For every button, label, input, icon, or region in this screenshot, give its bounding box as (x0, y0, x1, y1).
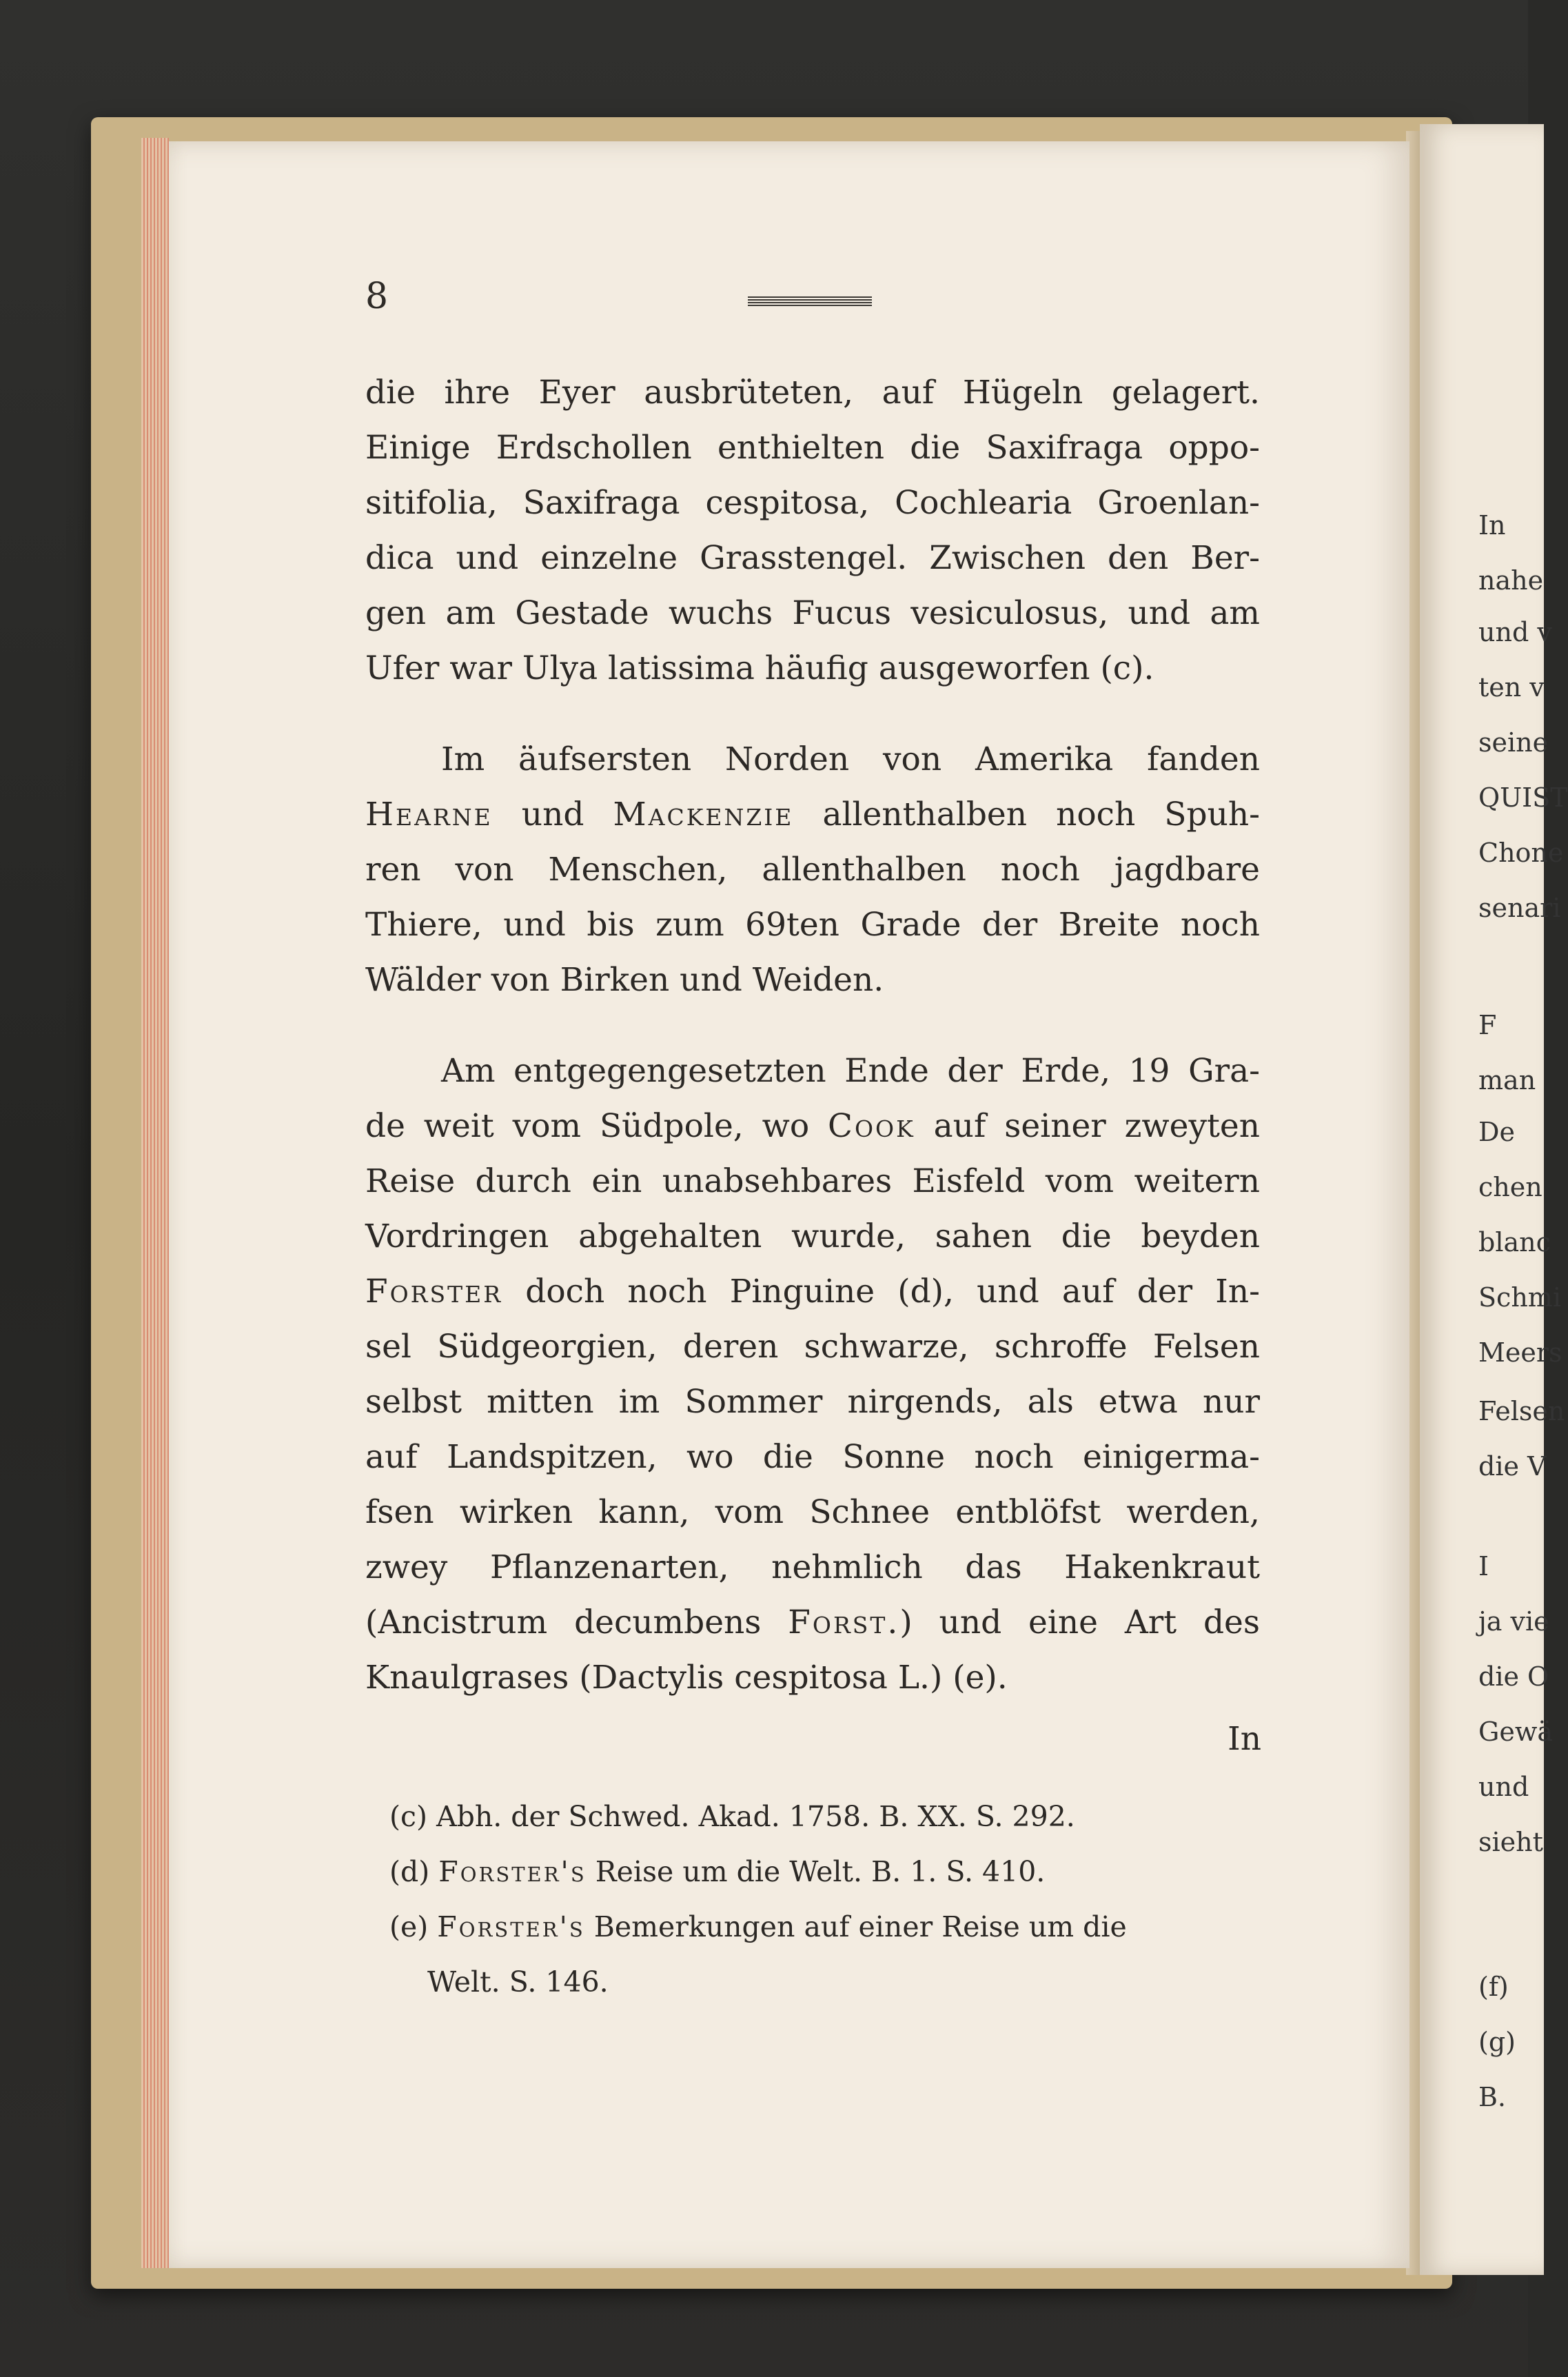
text-run: zwey Pflanzenarten, nehmlich das Hakenkraut (365, 1548, 1260, 1586)
paragraph (365, 1044, 1260, 1706)
right-page-fragment: blanc (1478, 1227, 1551, 1257)
text-line (365, 898, 1260, 953)
text-line (365, 1099, 1260, 1154)
text-line (365, 1540, 1260, 1595)
right-page-fragment: ten v (1478, 672, 1545, 702)
right-page-fragment: und v (1478, 617, 1552, 647)
text-run: Reise um die Welt. B. 1. S. 410. (586, 1855, 1046, 1888)
body-text (365, 365, 1260, 1741)
text-line: Einige Erdschollen enthielten die Saxifraga oppo- (365, 429, 1260, 467)
name-smallcaps: Forster (365, 1273, 503, 1311)
text-run: Welt. S. 146. (427, 1965, 609, 1999)
text-run: Vordringen abgehalten wurde, sahen die beyden (365, 1217, 1260, 1255)
page-header (365, 276, 1261, 324)
text-line: dica und einzelne Grasstengel. Zwischen den Ber- (365, 539, 1260, 577)
text-line (365, 842, 1260, 898)
text-run: Bemerkungen auf einer Reise um die (584, 1910, 1127, 1943)
text-line (365, 1595, 1260, 1650)
text-run: (d) (389, 1855, 439, 1888)
page-edges (141, 138, 169, 2268)
right-page-fragment: Chone (1478, 838, 1564, 868)
text-line (365, 953, 1260, 1008)
footnote-line (389, 1899, 1261, 1954)
footnote-line (389, 1954, 1261, 2010)
right-page-fragment: sieht (1478, 1827, 1543, 1857)
right-page-fragment: und (1478, 1772, 1529, 1802)
right-page-fragment: De (1478, 1117, 1515, 1147)
text-line (365, 1485, 1260, 1540)
right-page-fragment: ja vie (1478, 1606, 1549, 1637)
text-line (365, 1430, 1260, 1485)
text-line (365, 1154, 1260, 1209)
text-run: Im äufsersten Norden von Amerika fanden (441, 740, 1260, 778)
page-number: 8 (365, 276, 389, 317)
right-page-fragment: Schmi (1478, 1282, 1561, 1313)
right-page-fragment: F (1478, 1010, 1497, 1040)
text-run: Thiere, und bis zum 69ten Grade der Breite noch (365, 906, 1260, 944)
name-smallcaps: Forster's (438, 1855, 587, 1888)
right-page-fragment: senari (1478, 893, 1561, 923)
name-smallcaps: Forst. (788, 1604, 900, 1641)
text-run: Knaulgrases (Dactylis cespitosa L.) (e). (365, 1659, 1008, 1697)
text-run: selbst mitten im Sommer nirgends, als etwa nur (365, 1383, 1260, 1421)
text-run: und (492, 796, 613, 833)
right-page-fragment: Felsen (1478, 1396, 1565, 1426)
right-page-fragment: QUIST (1478, 782, 1568, 813)
catchword: In (1228, 1720, 1261, 1758)
text-line (365, 1264, 1260, 1319)
text-line: sitifolia, Saxifraga cespitosa, Cochlearia Groenlan- (365, 484, 1260, 522)
text-run: (Ancistrum decumbens (365, 1604, 788, 1641)
footnote-line (389, 1789, 1261, 1844)
text-line: gen am Gestade wuchs Fucus vesiculosus, und am (365, 594, 1260, 632)
text-line (365, 1650, 1260, 1706)
text-run: (e) (389, 1910, 438, 1943)
right-page-fragment: chen (1478, 1172, 1542, 1202)
right-page-fragment: In (1478, 510, 1506, 540)
text-line (365, 787, 1260, 842)
right-page-fragment: B. (1478, 2082, 1507, 2112)
text-run: auf Landspitzen, wo die Sonne noch einigerma- (365, 1438, 1260, 1476)
right-page-fragment: I (1478, 1551, 1489, 1581)
text-line (365, 1375, 1260, 1430)
name-smallcaps: Hearne (365, 796, 493, 833)
right-page-fragment: (g) (1478, 2027, 1516, 2057)
text-line (365, 1044, 1260, 1099)
right-page-fragment: die V (1478, 1451, 1547, 1481)
right-page-fragment: man (1478, 1065, 1536, 1095)
right-page-fragment: (f) (1478, 1972, 1509, 2002)
text-run: Reise durch ein unabsehbares Eisfeld vom weitern (365, 1162, 1260, 1200)
text-run: allenthalben noch Spuh- (793, 796, 1260, 833)
text-run: Am entgegengesetzten Ende der Erde, 19 Gra- (441, 1052, 1260, 1090)
text-line (365, 1209, 1260, 1264)
right-page-fragment: Meers (1478, 1337, 1562, 1368)
text-line (365, 732, 1260, 787)
right-page-fragment: die O (1478, 1661, 1549, 1692)
header-rule (748, 296, 872, 306)
text-run: Wälder von Birken und Weiden. (365, 961, 884, 999)
text-run: ren von Menschen, allenthalben noch jagdbare (365, 851, 1260, 889)
text-run: doch noch Pinguine (d), und auf der In- (502, 1273, 1260, 1311)
right-page-fragment: seine (1478, 727, 1549, 758)
text-line (365, 1319, 1260, 1375)
right-page-fragment: nahe (1478, 565, 1544, 596)
text-run: sel Südgeorgien, deren schwarze, schroffe Felsen (365, 1328, 1260, 1366)
text-run: ) und eine Art des (899, 1604, 1260, 1641)
text-run: (c) Abh. der Schwed. Akad. 1758. B. XX. S. 292. (389, 1800, 1075, 1833)
name-smallcaps: Cook (828, 1107, 915, 1145)
right-page-fragment: Gewä (1478, 1717, 1554, 1747)
text-run: auf seiner zweyten (915, 1107, 1260, 1145)
name-smallcaps: Forster's (437, 1910, 585, 1943)
footnote-line (389, 1844, 1261, 1899)
text-run: de weit vom Südpole, wo (365, 1107, 828, 1145)
text-run: fsen wirken kann, vom Schnee entblöfst werden, (365, 1493, 1260, 1531)
text-line: Ufer war Ulya latissima häufig ausgeworfen (c). (365, 649, 1154, 687)
text-line: die ihre Eyer ausbrüteten, auf Hügeln gelagert. (365, 374, 1260, 412)
footnotes (389, 1789, 1261, 2010)
paragraph (365, 365, 1260, 696)
name-smallcaps: Mackenzie (613, 796, 794, 833)
right-page (1420, 124, 1568, 2275)
paragraph (365, 732, 1260, 1008)
